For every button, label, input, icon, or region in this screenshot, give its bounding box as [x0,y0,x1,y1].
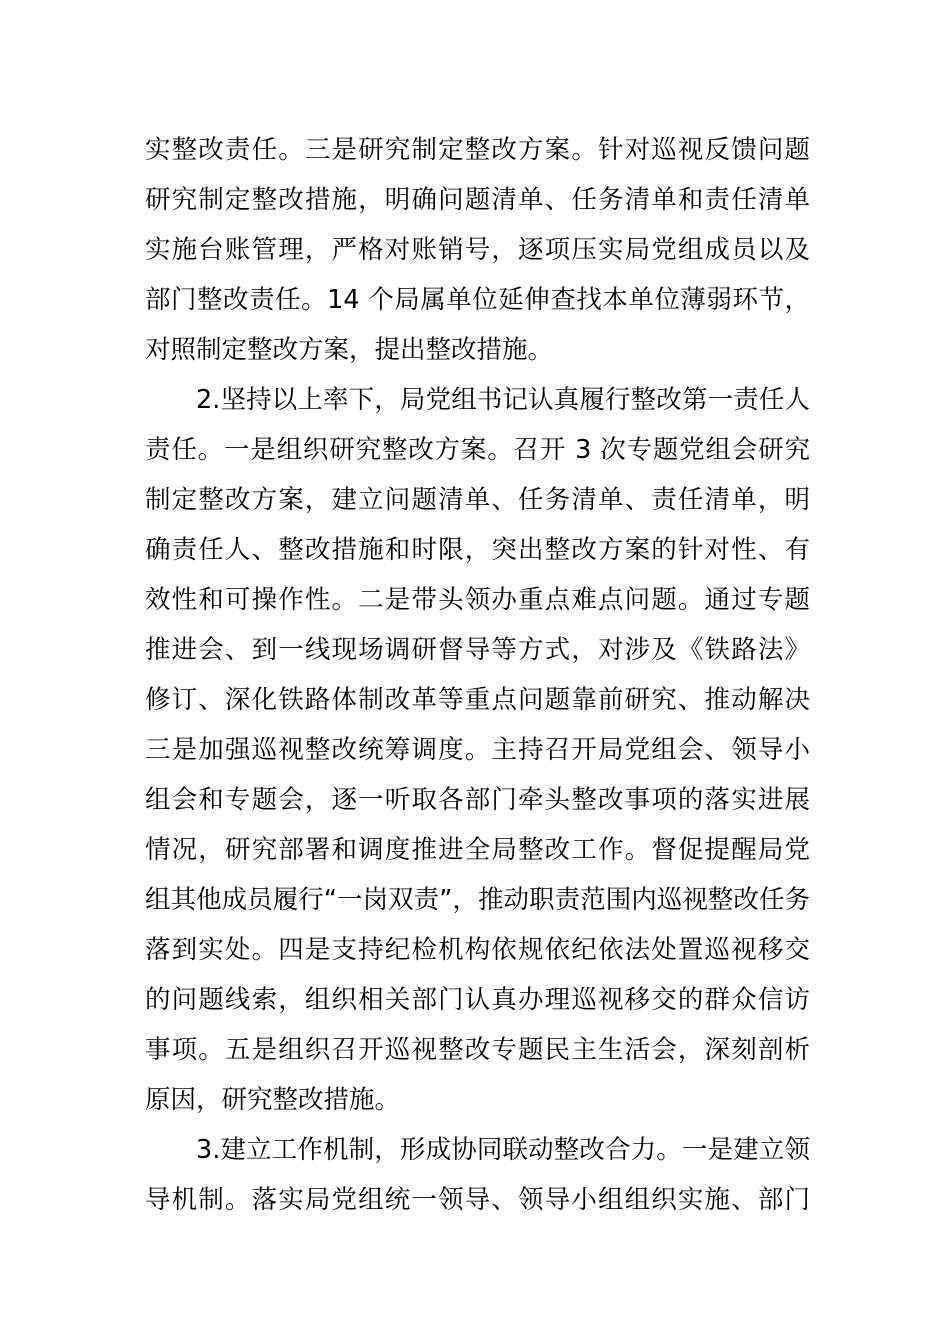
paragraph-heading-line: 3.建立工作机制，形成协同联动整改合力。一是建立领 [196,1135,810,1165]
text-line: 原因，研究整改措施。 [145,1085,401,1115]
text-line: 部门整改责任。14 个局属单位延伸查找本单位薄弱环节， [145,285,810,315]
text-line: 修订、深化铁路体制改革等重点问题靠前研究、推动解决 [145,685,810,715]
text-line: 事项。五是组织召开巡视整改专题民主生活会，深刻剖析 [145,1035,810,1065]
text-line: 的问题线索，组织相关部门认真办理巡视移交的群众信访 [145,985,810,1015]
paragraph-heading-line: 2.坚持以上率下，局党组书记认真履行整改第一责任人 [196,385,810,415]
text-line: 情况，研究部署和调度推进全局整改工作。督促提醒局党 [145,835,810,865]
text-line: 研究制定整改措施，明确问题清单、任务清单和责任清单 [145,185,810,215]
text-line: 落到实处。四是支持纪检机构依规依纪依法处置巡视移交 [145,935,810,965]
text-line: 对照制定整改方案，提出整改措施。 [145,335,554,365]
text-line: 组会和专题会，逐一听取各部门牵头整改事项的落实进展 [145,785,810,815]
text-line: 推进会、到一线现场调研督导等方式，对涉及《铁路法》 [145,635,810,665]
text-line: 实整改责任。三是研究制定整改方案。针对巡视反馈问题 [145,135,810,165]
text-line: 实施台账管理，严格对账销号，逐项压实局党组成员以及 [145,235,810,265]
body-text [145,125,810,1225]
text-line: 制定整改方案，建立问题清单、任务清单、责任清单，明 [145,485,810,515]
text-line: 导机制。落实局党组统一领导、领导小组组织实施、部门 [145,1185,810,1215]
text-line: 三是加强巡视整改统筹调度。主持召开局党组会、领导小 [145,735,810,765]
text-line: 确责任人、整改措施和时限，突出整改方案的针对性、有 [145,535,810,565]
text-line: 责任。一是组织研究整改方案。召开 3 次专题党组会研究 [145,435,810,465]
text-line: 效性和可操作性。二是带头领办重点难点问题。通过专题 [145,585,810,615]
text-line: 组其他成员履行“一岗双责”，推动职责范围内巡视整改任务 [145,885,810,915]
